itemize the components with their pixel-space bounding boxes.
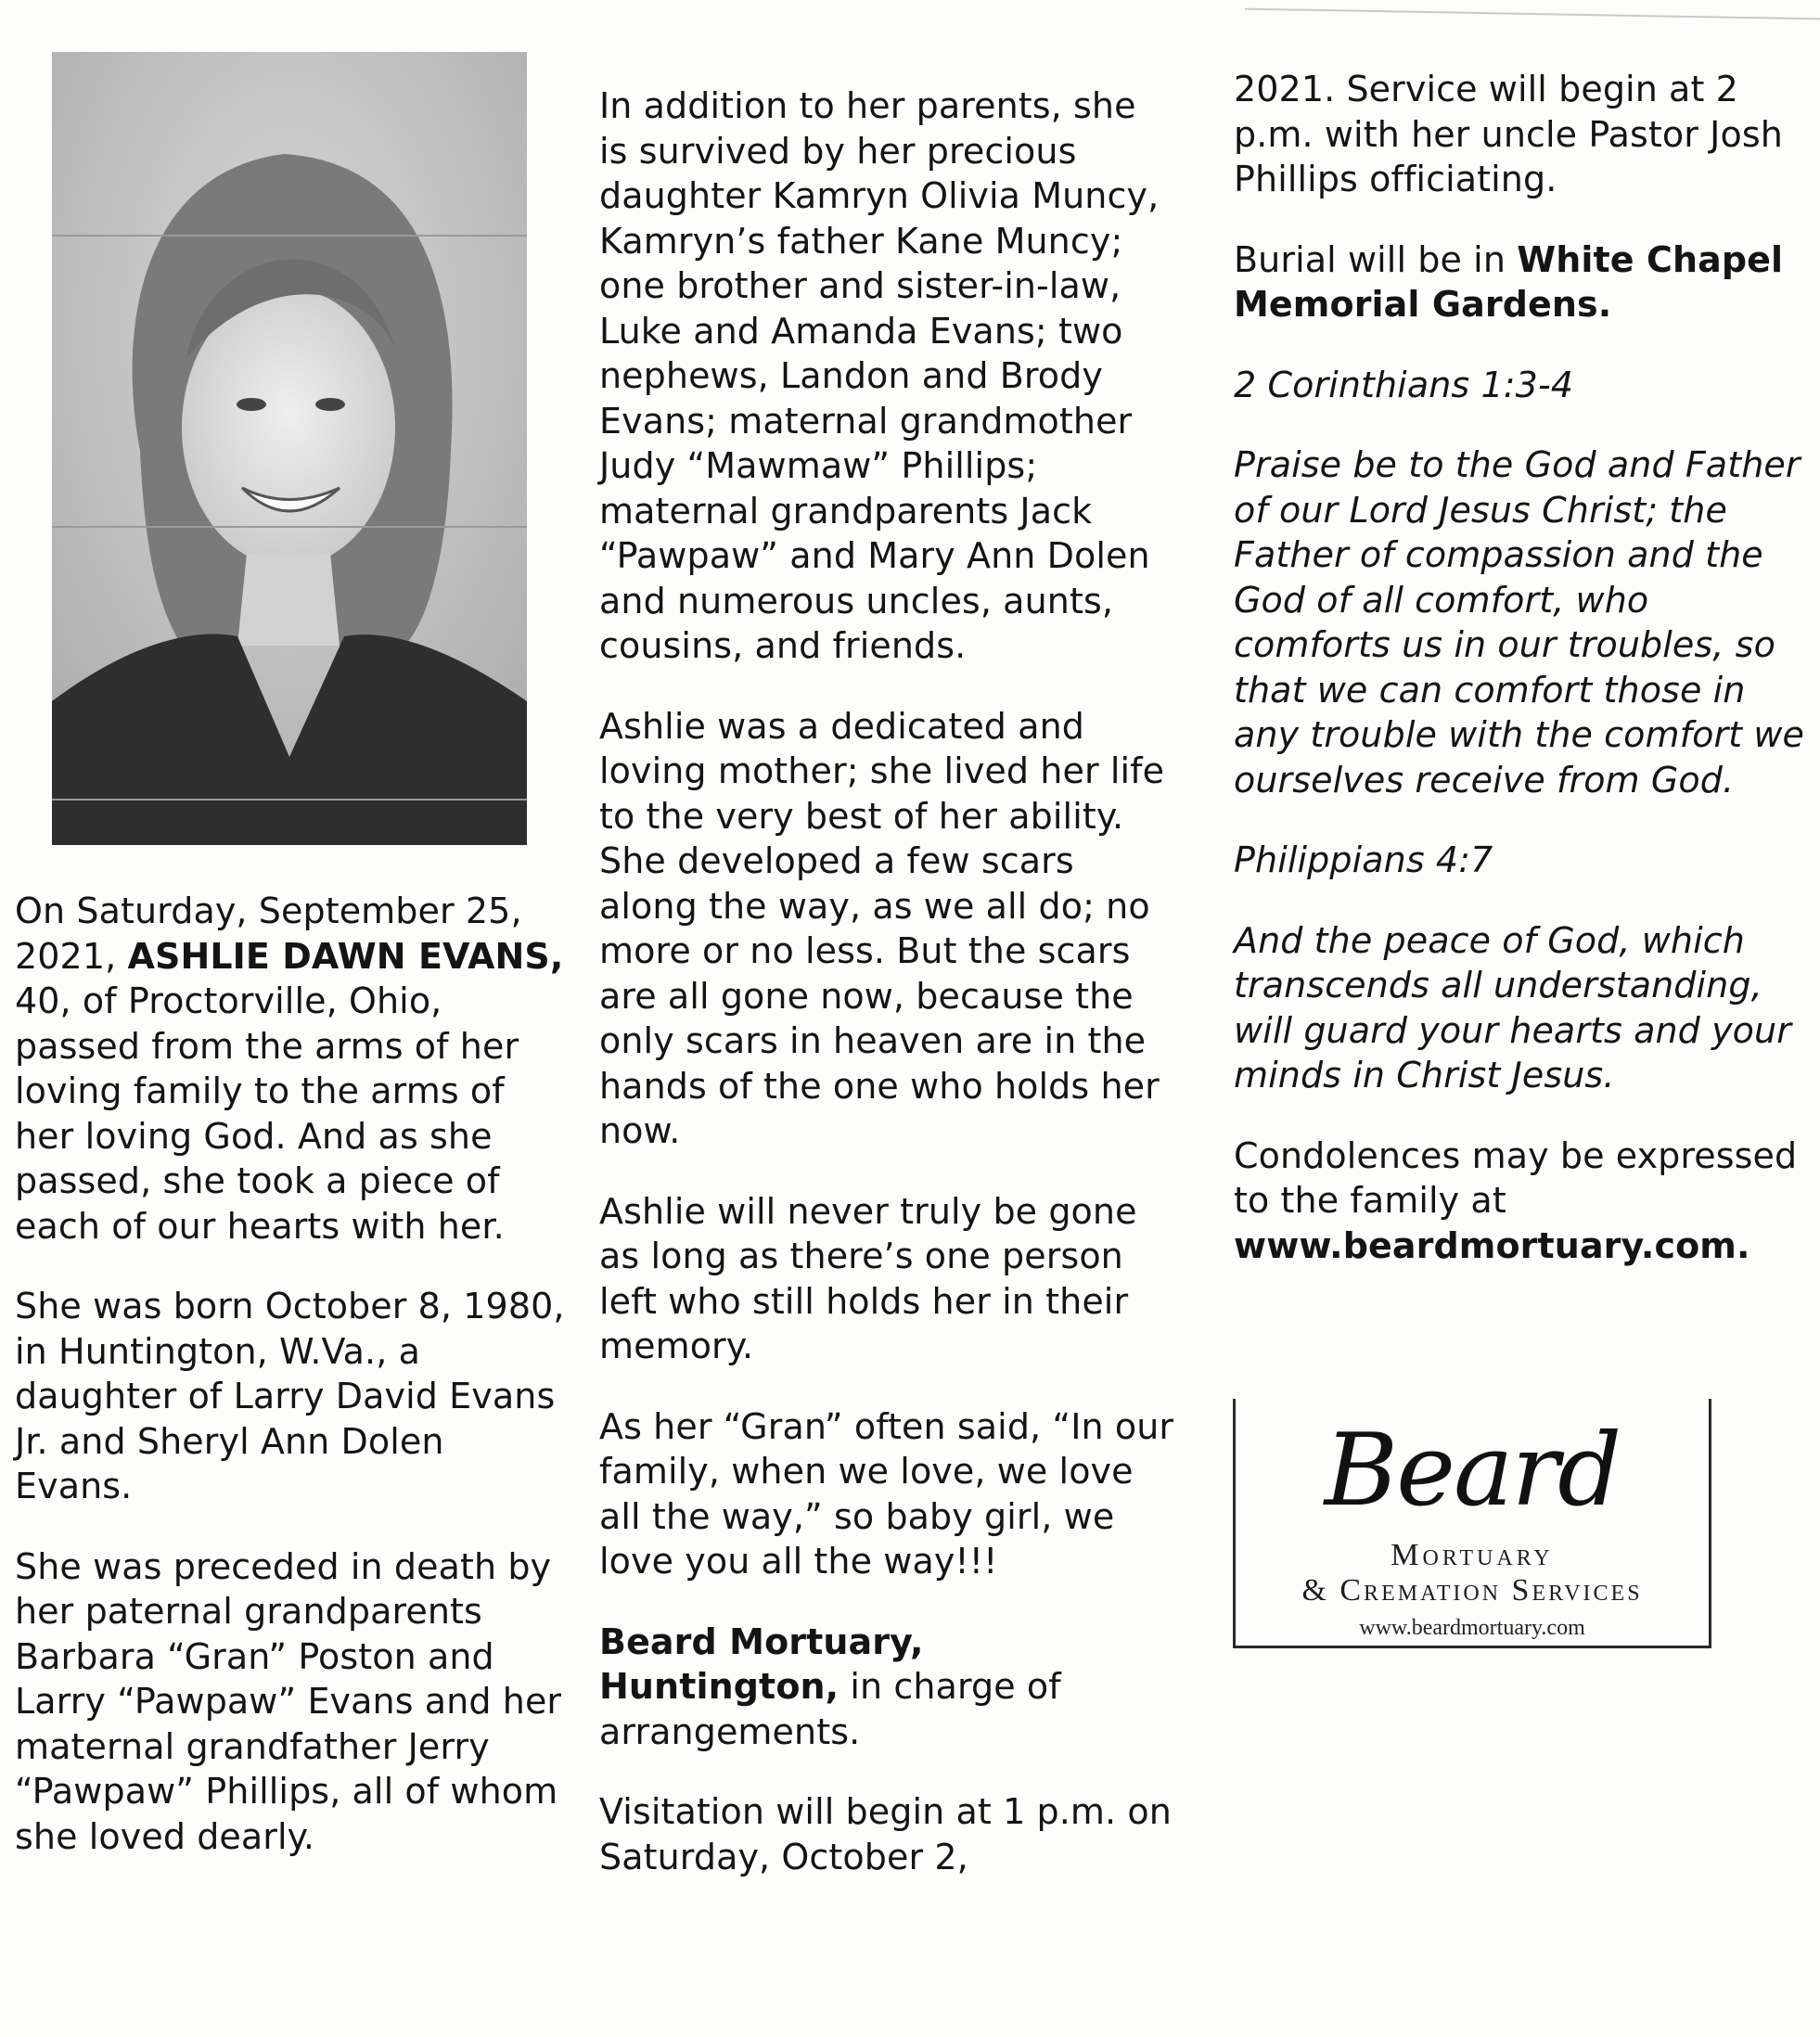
service-paragraph: 2021. Service will begin at 2 p.m. with her uncle Pastor Josh Phillips officiating. xyxy=(1234,69,1783,199)
scripture-verse-2: And the peace of God, which transcends all understanding, will guard your hearts and your minds in Christ Jesus. xyxy=(1234,919,1791,1095)
logo-mortuary-text: Mortuary xyxy=(1391,1538,1554,1572)
survivors-paragraph: In addition to her parents, she is survived by her precious daughter Kamryn Olivia Muncy, Kamryn’s father Kane Muncy; one brother and sister-in-law, Luke and Amanda Evans; two nephews, Landon and Brody Evans; maternal grandmother Judy “Mawmaw” Phillips; maternal grandparents Jack “Pawpaw” and Mary Ann Dolen and numerous uncles, aunts, cousins, and friends. xyxy=(599,85,1160,666)
arrangements-paragraph xyxy=(599,1620,1174,1755)
scripture-verse-1: Praise be to the God and Father of our Lord Jesus Christ; the Father of compassion and the God of all comfort, who comforts us in our troubles, so that we can comfort those in any trouble with the comfort we ourselves receive from God. xyxy=(1234,444,1805,801)
condolences-url[interactable]: www.beardmortuary.com. xyxy=(1234,1224,1750,1266)
column-3 xyxy=(1234,0,1809,1303)
gran-quote-paragraph: As her “Gran” often said, “In our family, when we love, we love all the way,” so baby girl, we love you all the way!!! xyxy=(599,1405,1174,1582)
scripture-reference-1: 2 Corinthians 1:3-4 xyxy=(1234,364,1574,405)
beard-mortuary-logo xyxy=(1233,1399,1711,1648)
logo-cremation-text: & Cremation Services xyxy=(1301,1573,1643,1608)
announcement-text: On Saturday, September 25, 2021, xyxy=(15,890,522,977)
condolences-text: Condolences may be expressed to the family at xyxy=(1234,1134,1798,1221)
burial-text: Burial will be in xyxy=(1234,238,1518,280)
arrangements-text: in charge of arrangements. xyxy=(599,1666,1061,1752)
scripture-reference-2: Philippians 4:7 xyxy=(1234,839,1493,880)
announcement-text-cont: 40, of Proctorville, Ohio, passed from the arms of her loving family to the arms of her loving God. And as she passed, she took a piece of each of our hearts with her. xyxy=(15,980,519,1247)
tribute-paragraph: Ashlie was a dedicated and loving mother; she lived her life to the very best of her ability. She developed a few scars along the way, as we all do; no more or no less. But the scars are all gone now, because the only scars in heaven are in the hands of the one who holds her now. xyxy=(599,705,1165,1151)
logo-script-text: Beard xyxy=(1324,1413,1621,1529)
preceded-paragraph: She was preceded in death by her paternal grandparents Barbara “Gran” Poston and Larry “Pawpaw” Evans and her maternal grandfather Jerry “Pawpaw” Phillips, all of whom she loved dearly. xyxy=(15,1545,562,1857)
announcement-paragraph xyxy=(15,889,571,1249)
memory-paragraph: Ashlie will never truly be gone as long as there’s one person left who still holds her in their memory. xyxy=(599,1190,1137,1366)
deceased-name: ASHLIE DAWN EVANS, xyxy=(127,935,564,977)
cemetery-name: White Chapel Memorial Gardens. xyxy=(1234,238,1784,325)
birth-paragraph: She was born October 8, 1980, in Huntington, W.Va., a daughter of Larry David Evans Jr. and Sheryl Ann Dolen Evans. xyxy=(15,1286,565,1506)
visitation-paragraph: Visitation will begin at 1 p.m. on Saturday, October 2, xyxy=(599,1791,1172,1877)
logo-url-text: www.beardmortuary.com xyxy=(1359,1616,1585,1640)
column-2 xyxy=(599,0,1174,1915)
funeral-home-name: Beard Mortuary, Huntington, xyxy=(599,1621,924,1707)
condolences-paragraph xyxy=(1234,1134,1809,1269)
column-1 xyxy=(15,0,571,1894)
burial-paragraph xyxy=(1234,237,1809,327)
